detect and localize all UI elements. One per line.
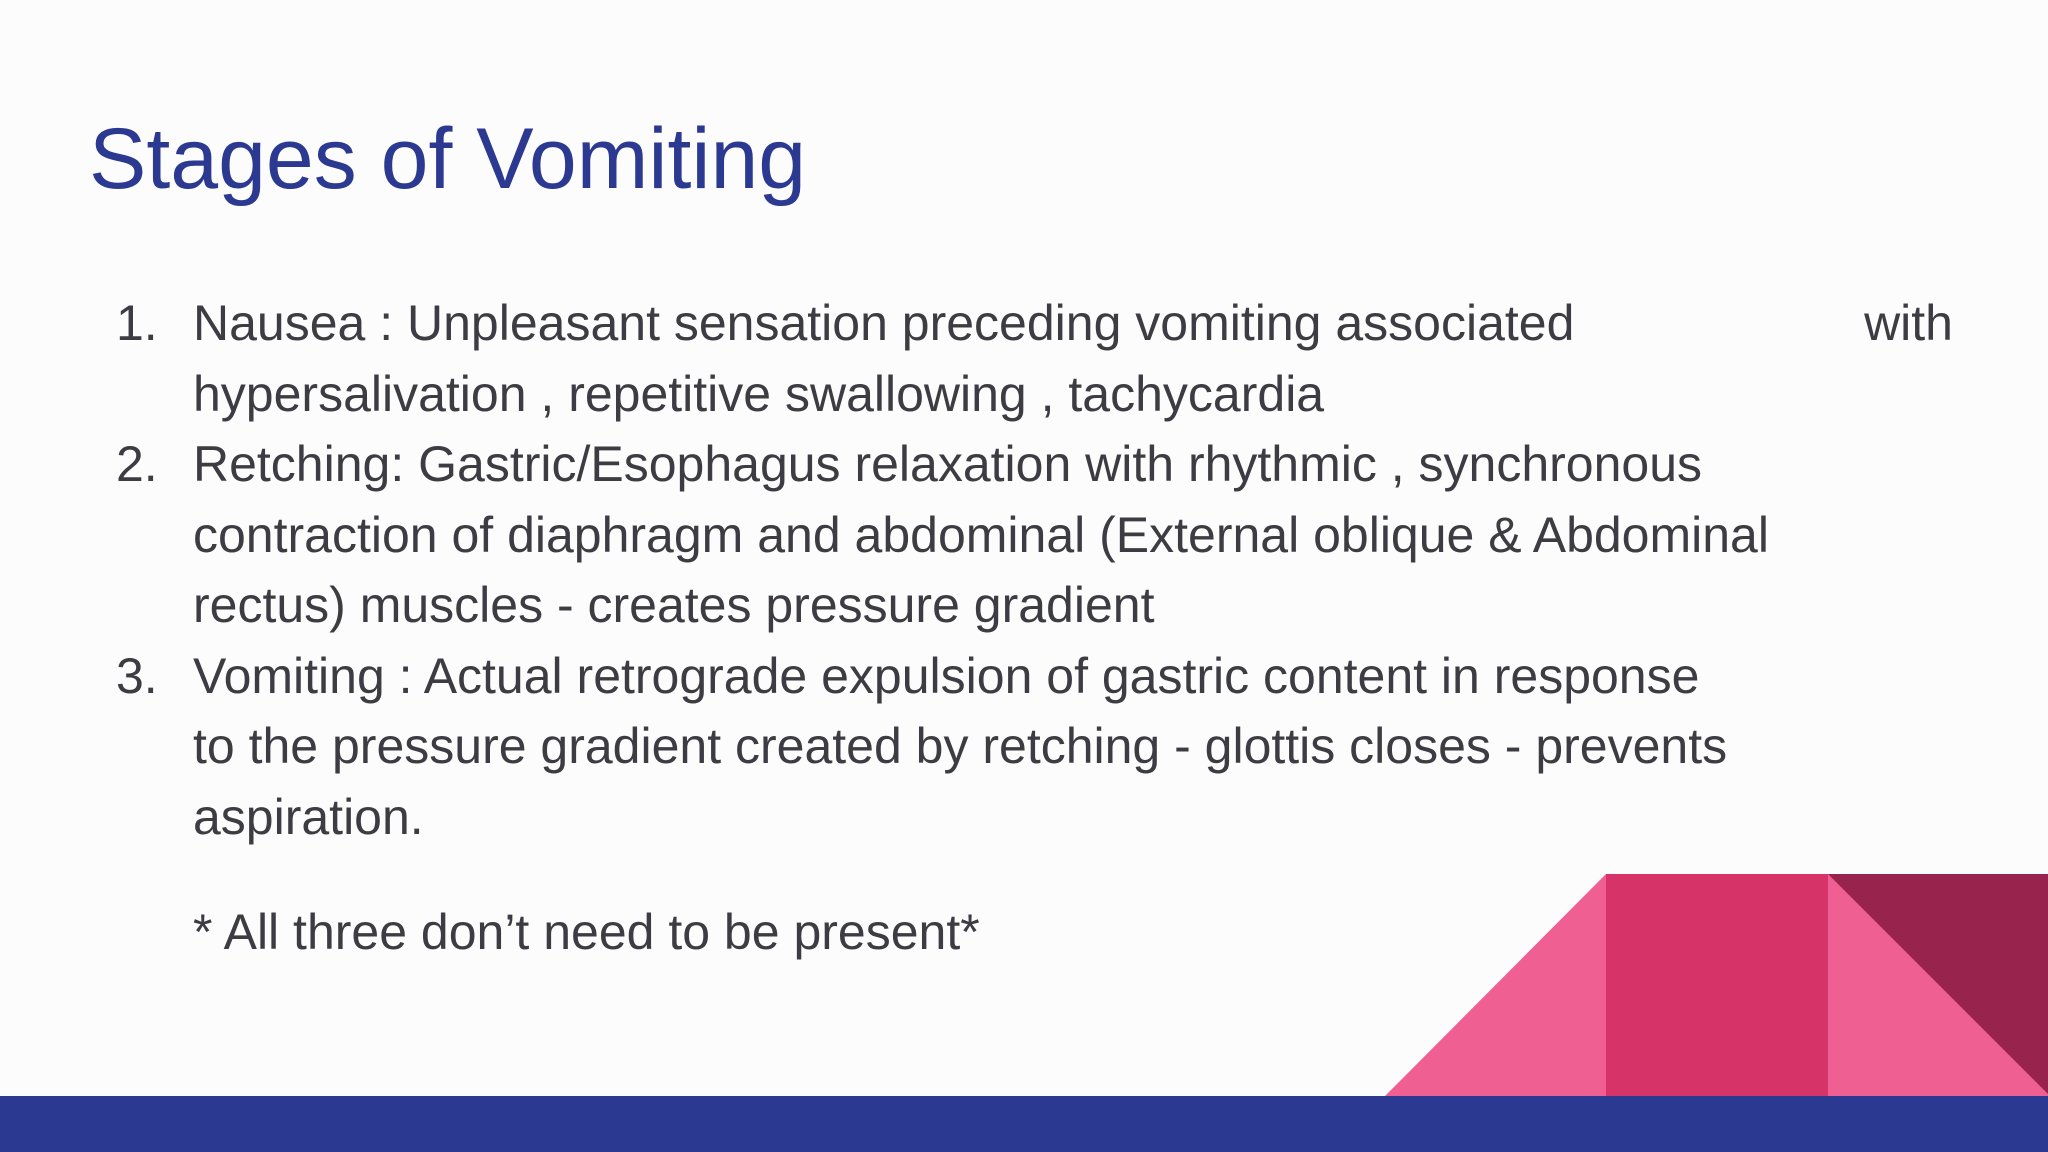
dark-pink-triangle bbox=[1828, 874, 2048, 1094]
list-item-retching bbox=[116, 429, 1966, 641]
list-item-line: to the pressure gradient created by retching - glottis closes - prevents bbox=[193, 718, 1728, 774]
list-item-text bbox=[193, 641, 1966, 853]
list-item-text bbox=[193, 288, 1966, 429]
list-item-line: aspiration. bbox=[193, 788, 424, 845]
list-item-line-left: Nausea : Unpleasant sensation preceding vomiting associated bbox=[193, 295, 1575, 351]
list-item-number: 1. bbox=[116, 295, 158, 351]
list-item-text bbox=[193, 429, 1966, 641]
stages-list bbox=[116, 288, 1966, 852]
list-item-number: 2. bbox=[116, 436, 158, 492]
list-item-number: 3. bbox=[116, 647, 158, 704]
slide-title: Stages of Vomiting bbox=[89, 111, 807, 207]
list-item-line bbox=[193, 288, 1953, 359]
footnote: * All three don’t need to be present* bbox=[193, 904, 980, 960]
list-item-line: rectus) muscles - creates pressure gradient bbox=[193, 577, 1155, 633]
pink-block-right bbox=[1828, 874, 2048, 1096]
list-item-line: Vomiting : Actual retrograde expulsion of gastric content in response bbox=[193, 647, 1700, 704]
list-item-line: contraction of diaphragm and abdominal (External oblique & Abdominal bbox=[193, 506, 1769, 563]
list-item-nausea bbox=[116, 288, 1966, 429]
list-item-line: hypersalivation , repetitive swallowing , tachycardia bbox=[193, 365, 1325, 422]
pink-triangle-left bbox=[1385, 874, 1606, 1096]
list-item-line: Retching: Gastric/Esophagus relaxation with rhythmic , synchronous bbox=[193, 436, 1703, 492]
footer-bar bbox=[0, 1096, 2048, 1152]
list-item-vomiting bbox=[116, 641, 1966, 853]
pink-block-middle bbox=[1606, 874, 1828, 1096]
list-item-line-right: with bbox=[1864, 295, 1953, 351]
